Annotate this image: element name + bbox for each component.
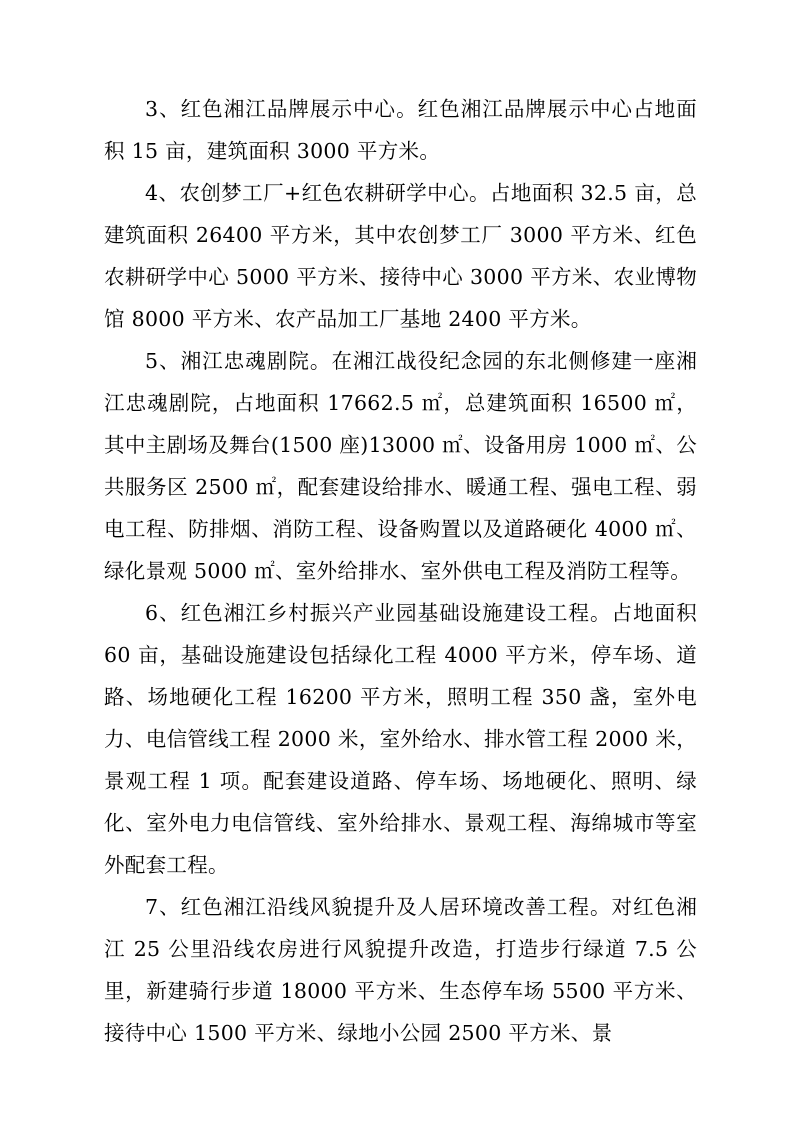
paragraph-4: 4、农创梦工厂+红色农耕研学中心。占地面积 32.5 亩，总建筑面积 26400 平方米，其中农创梦工厂 3000 平方米、红色农耕研学中心 5000 平方米、接待中心 3000 平方米、农业博物馆 8000 平方米、农产品加工厂基地 2400 平方米。 <box>104 181 697 331</box>
paragraph-5: 5、湘江忠魂剧院。在湘江战役纪念园的东北侧修建一座湘江忠魂剧院，占地面积 17662.5 ㎡，总建筑面积 16500 ㎡，其中主剧场及舞台(1500 座)13000 ㎡、设备用房 1000 ㎡、公共服务区 2500 ㎡，配套建设给排水、暖通工程、强电工程、弱电工程、防排烟、消防工程、设备购置以及道路硬化 4000 ㎡、绿化景观 5000 ㎡、室外给排水、室外供电工程及消防工程等。 <box>104 349 697 583</box>
paragraph-6: 6、红色湘江乡村振兴产业园基础设施建设工程。占地面积 60 亩，基础设施建设包括绿化工程 4000 平方米，停车场、道路、场地硬化工程 16200 平方米，照明工程 350 盏，室外电力、电信管线工程 2000 米，室外给水、排水管工程 2000 米，景观工程 1 项。配套建设道路、停车场、场地硬化、照明、绿化、室外电力电信管线、室外给排水、景观工程、海绵城市等室外配套工程。 <box>104 601 697 877</box>
document-body <box>104 88 697 1054</box>
paragraph-7: 7、红色湘江沿线风貌提升及人居环境改善工程。对红色湘江 25 公里沿线农房进行风貌提升改造，打造步行绿道 7.5 公里，新建骑行步道 18000 平方米、生态停车场 5500 平方米、接待中心 1500 平方米、绿地小公园 2500 平方米、景 <box>104 895 697 1045</box>
paragraph-3: 3、红色湘江品牌展示中心。红色湘江品牌展示中心占地面积 15 亩，建筑面积 3000 平方米。 <box>104 97 697 163</box>
